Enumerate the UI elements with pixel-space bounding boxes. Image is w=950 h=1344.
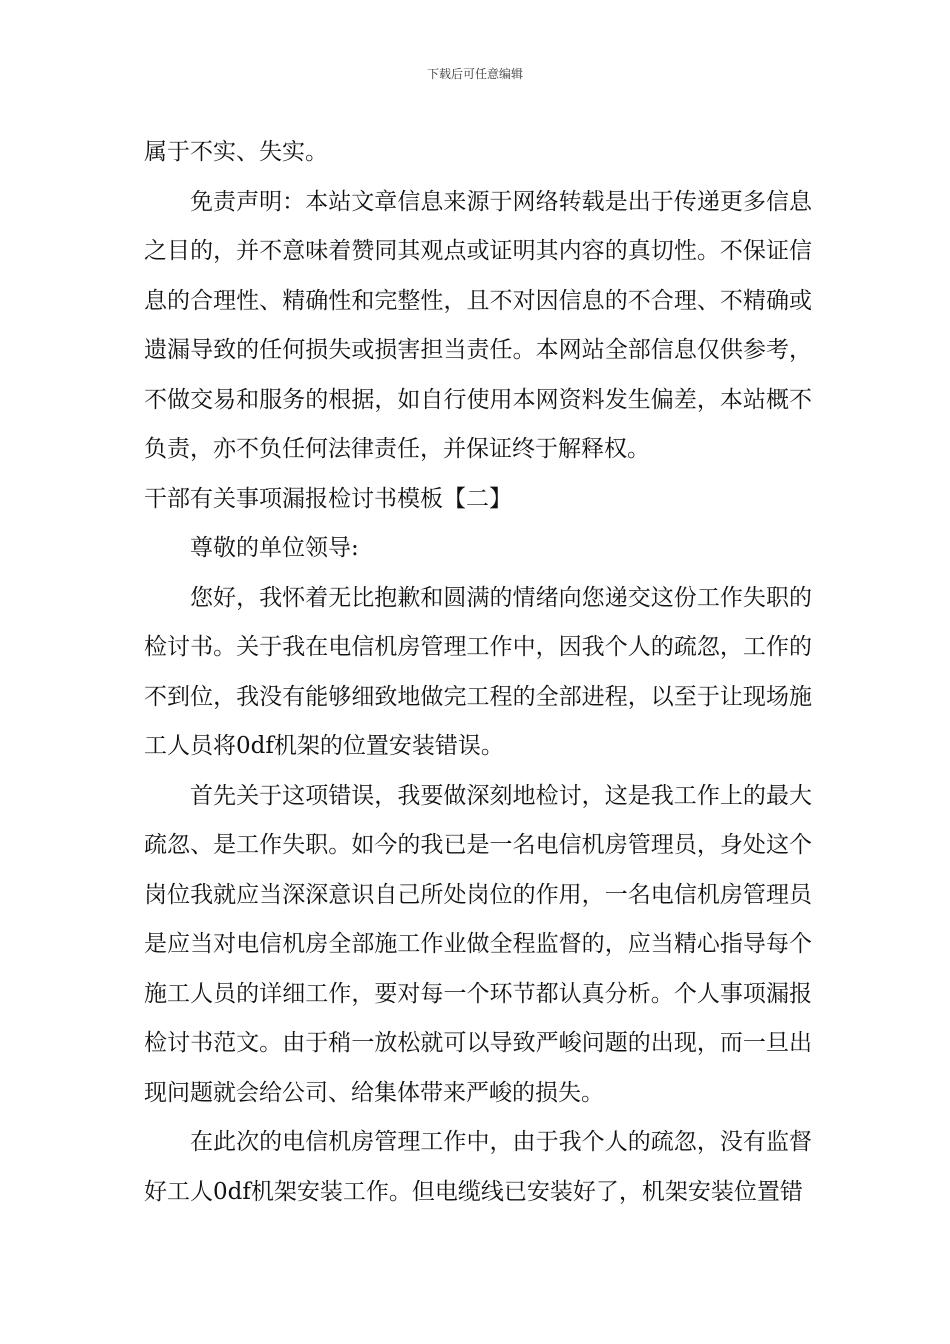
- page-header: 下载后可任意编辑: [426, 67, 523, 81]
- paragraph-incident: 在此次的电信机房管理工作中，由于我个人的疏忽，没有监督好工人0df机架安装工作。但电缆线已安装好了，机架安装位置错: [144, 1129, 812, 1205]
- paragraph-reflection: 首先关于这项错误，我要做深刻地检讨，这是我工作上的最大疏忽、是工作失职。如今的我已是一名电信机房管理员，身处这个岗位我就应当深深意识自己所处岗位的作用，一名电信机房管理员是应当对电信机房全部施工作业做全程监督的，应当精心指导每个施工人员的详细工作，要对每一个环节都认真分析。个人事项漏报检讨书范文。由于稍一放松就可以导致严峻问题的出现，而一旦出现问题就会给公司、给集体带来严峻的损失。: [144, 782, 812, 1106]
- document-body: [144, 128, 812, 1217]
- paragraph-salutation: 尊敬的单位领导:: [190, 535, 359, 561]
- section-heading: 干部有关事项漏报检讨书模板【二】: [144, 485, 512, 512]
- paragraph-opening: 您好，我怀着无比抱歉和圆满的情绪向您递交这份工作失职的检讨书。关于我在电信机房管理工作中，因我个人的疏忽，工作的不到位，我没有能够细致地做完工程的全部进程，以至于让现场施工人员将0df机架的位置安装错误。: [144, 584, 812, 759]
- paragraph-continuation: 属于不实、失实。: [144, 139, 328, 165]
- paragraph-disclaimer: 免责声明：本站文章信息来源于网络转载是出于传递更多信息之目的，并不意味着赞同其观点或证明其内容的真切性。不保证信息的合理性、精确性和完整性，且不对因信息的不合理、不精确或遗漏导致的任何损失或损害担当责任。本网站全部信息仅供参考，不做交易和服务的根据，如自行使用本网资料发生偏差，本站概不负责，亦不负任何法律责任，并保证终于解释权。: [144, 188, 812, 462]
